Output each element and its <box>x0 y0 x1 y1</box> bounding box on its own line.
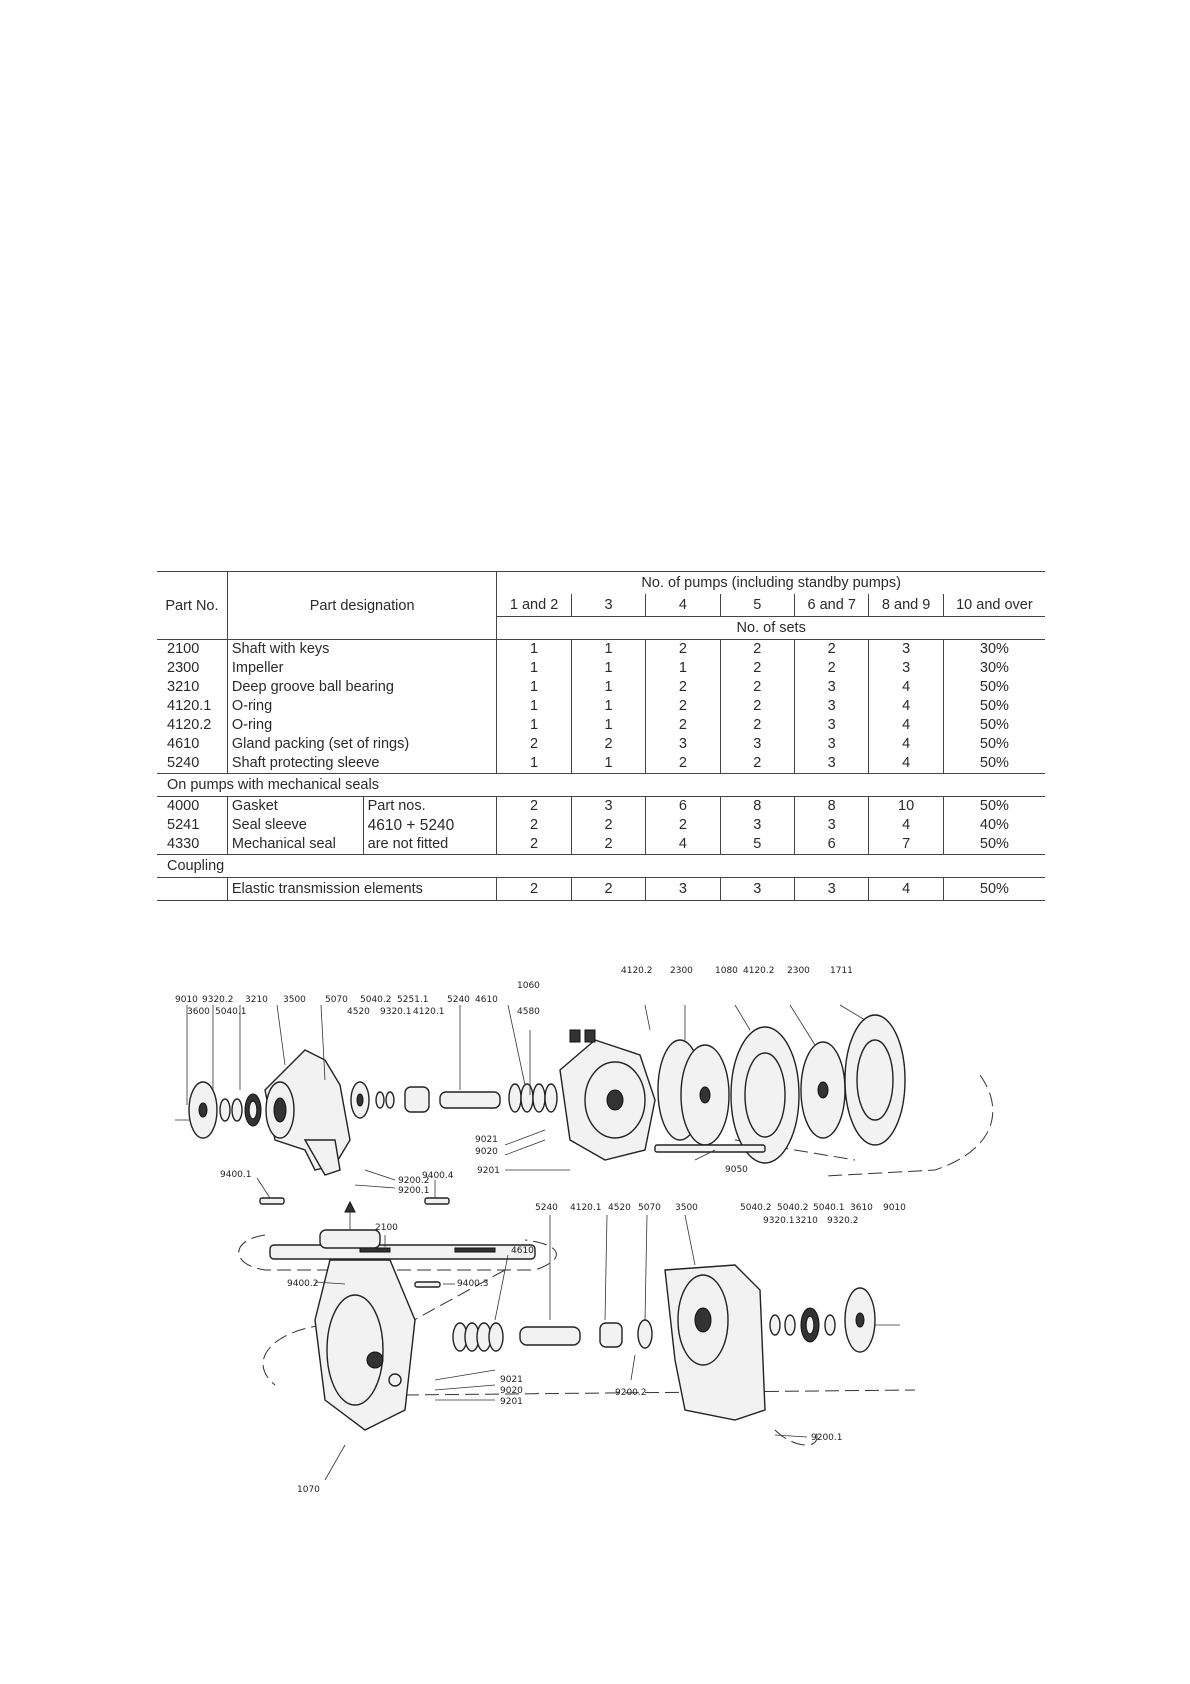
shaft-2100 <box>270 1245 535 1259</box>
part-label: 9020 <box>475 1147 498 1157</box>
part-label: 5070 <box>638 1203 661 1213</box>
pump-col-header: 8 and 9 <box>869 594 943 617</box>
part-label: 3610 <box>850 1203 873 1213</box>
qty-cell: 2 <box>720 716 794 735</box>
table-row <box>157 835 1045 855</box>
assembly-dash-line <box>405 1390 915 1395</box>
part-no-cell: 4000 <box>167 798 200 814</box>
qty-cell: 40% <box>943 816 1045 835</box>
qty-cell: 4 <box>869 754 943 774</box>
part-no-cell: 2300 <box>167 660 200 676</box>
part-label: 9201 <box>477 1166 500 1176</box>
qty-cell: 1 <box>497 678 571 697</box>
part-label: 4120.2 <box>621 966 653 976</box>
part-label: 9400.2 <box>287 1279 319 1289</box>
mechanical-note: are not fitted <box>363 835 497 855</box>
part-label: 4120.2 <box>743 966 775 976</box>
part-label: 9200.1 <box>398 1186 430 1196</box>
qty-cell: 2 <box>497 835 571 855</box>
qty-cell: 2 <box>497 797 571 817</box>
qty-cell: 6 <box>646 797 720 817</box>
qty-cell: 3 <box>795 716 869 735</box>
qty-cell: 10 <box>869 797 943 817</box>
qty-cell: 1 <box>497 716 571 735</box>
part-label: 4520 <box>347 1007 370 1017</box>
qty-cell: 7 <box>869 835 943 855</box>
qty-cell: 2 <box>646 816 720 835</box>
qty-cell: 3 <box>869 640 943 660</box>
qty-cell: 3 <box>795 678 869 697</box>
qty-cell: 4 <box>869 716 943 735</box>
part-label: 9320.1 <box>763 1216 795 1226</box>
part-label: 3600 <box>187 1007 210 1017</box>
part-label: 3500 <box>675 1203 698 1213</box>
part-label: 4610 <box>475 995 498 1005</box>
spare-parts-table <box>157 571 1045 901</box>
qty-cell: 3 <box>646 878 720 901</box>
pump-casing-upper <box>560 1030 655 1160</box>
mechanical-note: 4610 + 5240 <box>363 816 497 835</box>
part-label: 9021 <box>500 1375 523 1385</box>
header-no-of-sets: No. of sets <box>497 617 1045 640</box>
part-label: 3500 <box>283 995 306 1005</box>
designation-cell: O-ring <box>227 697 497 716</box>
qty-cell: 1 <box>571 716 645 735</box>
qty-cell: 3 <box>869 659 943 678</box>
qty-cell: 3 <box>795 697 869 716</box>
part-label: 3210 <box>245 995 268 1005</box>
part-label: 4610 <box>511 1246 534 1256</box>
part-label: 9200.2 <box>615 1388 647 1398</box>
qty-cell: 2 <box>646 697 720 716</box>
qty-cell: 2 <box>795 640 869 660</box>
part-label: 2100 <box>375 1223 398 1233</box>
qty-cell: 2 <box>720 754 794 774</box>
part-no-cell: 5241 <box>167 817 200 833</box>
pump-col-header: 4 <box>646 594 720 617</box>
designation-cell: Seal sleeve <box>227 816 363 835</box>
part-no-cell: 2100 <box>167 641 200 657</box>
bearing-cover-lower <box>770 1288 900 1352</box>
stud-9050 <box>655 1145 765 1152</box>
part-label: 9320.1 <box>380 1007 412 1017</box>
header-part-no: Part No. <box>157 572 227 640</box>
qty-cell: 2 <box>497 878 571 901</box>
part-label: 9050 <box>725 1165 748 1175</box>
table-row <box>157 816 1045 835</box>
qty-cell: 2 <box>720 640 794 660</box>
part-no-cell: 4120.2 <box>167 717 212 733</box>
assembly-dash-line <box>263 1325 325 1385</box>
designation-cell: Mechanical seal <box>227 835 363 855</box>
pump-col-header: 1 and 2 <box>497 594 571 617</box>
header-part-designation: Part designation <box>227 572 497 640</box>
designation-cell: Gland packing (set of rings) <box>227 735 497 754</box>
qty-cell: 50% <box>943 878 1045 901</box>
part-label: 1711 <box>830 966 853 976</box>
qty-cell: 30% <box>943 640 1045 660</box>
part-label: 5040.1 <box>215 1007 247 1017</box>
part-label: 9200.1 <box>811 1433 843 1443</box>
qty-cell: 50% <box>943 697 1045 716</box>
qty-cell: 3 <box>646 735 720 754</box>
part-label: 1060 <box>517 981 540 991</box>
designation-cell: Impeller <box>227 659 497 678</box>
qty-cell: 3 <box>720 735 794 754</box>
qty-cell: 1 <box>571 754 645 774</box>
coupling-section-title: Coupling <box>157 855 1045 878</box>
exploded-pump-diagram <box>175 966 985 1530</box>
qty-cell: 8 <box>795 797 869 817</box>
qty-cell: 1 <box>571 640 645 660</box>
part-label: 5070 <box>325 995 348 1005</box>
part-label: 9020 <box>500 1386 523 1396</box>
diagram-labels <box>175 966 906 1495</box>
designation-cell: Shaft protecting sleeve <box>227 754 497 774</box>
qty-cell: 3 <box>795 735 869 754</box>
part-no-cell: 3210 <box>167 679 200 695</box>
qty-cell: 1 <box>571 678 645 697</box>
qty-cell: 6 <box>795 835 869 855</box>
table-row <box>157 678 1045 697</box>
table-row <box>157 697 1045 716</box>
part-label: 5251.1 <box>397 995 429 1005</box>
table-row <box>157 716 1045 735</box>
qty-cell: 50% <box>943 678 1045 697</box>
qty-cell: 2 <box>497 816 571 835</box>
mechanical-note: Part nos. <box>363 797 497 817</box>
qty-cell: 2 <box>720 697 794 716</box>
qty-cell: 1 <box>571 659 645 678</box>
qty-cell: 50% <box>943 735 1045 754</box>
part-no-cell <box>157 878 227 901</box>
qty-cell: 30% <box>943 659 1045 678</box>
part-label: 4120.1 <box>570 1203 602 1213</box>
part-label: 5040.2 <box>360 995 392 1005</box>
qty-cell: 2 <box>720 659 794 678</box>
qty-cell: 1 <box>646 659 720 678</box>
shaft-seal-parts-upper <box>351 1082 557 1118</box>
part-label: 3210 <box>795 1216 818 1226</box>
part-no-cell: 4120.1 <box>167 698 212 714</box>
qty-cell: 4 <box>869 816 943 835</box>
qty-cell: 1 <box>497 640 571 660</box>
qty-cell: 50% <box>943 716 1045 735</box>
designation-cell: Gasket <box>227 797 363 817</box>
qty-cell: 3 <box>571 797 645 817</box>
qty-cell: 4 <box>869 697 943 716</box>
part-label: 9400.4 <box>422 1171 454 1181</box>
qty-cell: 2 <box>720 678 794 697</box>
part-label: 4580 <box>517 1007 540 1017</box>
table-row <box>157 797 1045 817</box>
part-label: 9320.2 <box>827 1216 859 1226</box>
part-no-cell: 4610 <box>167 736 200 752</box>
part-label: 9400.1 <box>220 1170 252 1180</box>
part-label: 5240 <box>447 995 470 1005</box>
table-row <box>157 640 1045 660</box>
qty-cell: 8 <box>720 797 794 817</box>
qty-cell: 4 <box>869 878 943 901</box>
part-label: 5040.2 <box>777 1203 809 1213</box>
qty-cell: 3 <box>795 878 869 901</box>
qty-cell: 2 <box>646 754 720 774</box>
qty-cell: 3 <box>795 816 869 835</box>
assembly-dash-line <box>405 1270 505 1325</box>
qty-cell: 2 <box>571 878 645 901</box>
qty-cell: 3 <box>795 754 869 774</box>
mechanical-seals-section-title: On pumps with mechanical seals <box>157 774 1045 797</box>
qty-cell: 3 <box>720 816 794 835</box>
qty-cell: 2 <box>646 716 720 735</box>
qty-cell: 1 <box>497 659 571 678</box>
qty-cell: 2 <box>571 735 645 754</box>
part-label: 1070 <box>297 1485 320 1495</box>
part-label: 4520 <box>608 1203 631 1213</box>
qty-cell: 4 <box>646 835 720 855</box>
part-label: 9200.2 <box>398 1176 430 1186</box>
qty-cell: 1 <box>497 697 571 716</box>
designation-cell: Elastic transmission elements <box>227 878 497 901</box>
designation-cell: Deep groove ball bearing <box>227 678 497 697</box>
table-row <box>157 878 1045 901</box>
part-label: 9021 <box>475 1135 498 1145</box>
part-no-cell: 5240 <box>157 754 227 774</box>
pump-col-header: 10 and over <box>943 594 1045 617</box>
designation-cell: Shaft with keys <box>227 640 497 660</box>
part-label: 2300 <box>670 966 693 976</box>
pump-casing-lower <box>315 1202 415 1430</box>
qty-cell: 2 <box>571 816 645 835</box>
header-no-of-pumps: No. of pumps (including standby pumps) <box>497 572 1045 595</box>
qty-cell: 2 <box>795 659 869 678</box>
qty-cell: 3 <box>720 878 794 901</box>
pump-col-header: 3 <box>571 594 645 617</box>
qty-cell: 4 <box>869 735 943 754</box>
table-row <box>157 659 1045 678</box>
bearing-bracket-lower <box>665 1265 765 1420</box>
qty-cell: 50% <box>943 754 1045 774</box>
part-label: 9201 <box>500 1397 523 1407</box>
qty-cell: 1 <box>571 697 645 716</box>
qty-cell: 5 <box>720 835 794 855</box>
part-label: 2300 <box>787 966 810 976</box>
part-no-cell: 4330 <box>157 835 227 855</box>
table-row <box>157 754 1045 774</box>
impeller-and-cover-upper <box>658 1015 905 1163</box>
part-label: 1080 <box>715 966 738 976</box>
part-label: 9320.2 <box>202 995 234 1005</box>
qty-cell: 1 <box>497 754 571 774</box>
qty-cell: 50% <box>943 835 1045 855</box>
part-label: 5040.2 <box>740 1203 772 1213</box>
qty-cell: 4 <box>869 678 943 697</box>
table-row <box>157 735 1045 754</box>
qty-cell: 2 <box>497 735 571 754</box>
bearing-bracket-upper <box>265 1050 350 1175</box>
designation-cell: O-ring <box>227 716 497 735</box>
shaft-seal-parts-lower <box>453 1320 652 1351</box>
part-label: 4120.1 <box>413 1007 445 1017</box>
part-label: 9010 <box>883 1203 906 1213</box>
qty-cell: 50% <box>943 797 1045 817</box>
qty-cell: 2 <box>571 835 645 855</box>
pump-col-header: 5 <box>720 594 794 617</box>
part-label: 5240 <box>535 1203 558 1213</box>
pump-col-header: 6 and 7 <box>795 594 869 617</box>
part-label: 9010 <box>175 995 198 1005</box>
bearing-cover-upper <box>175 1082 261 1138</box>
part-label: 5040.1 <box>813 1203 845 1213</box>
qty-cell: 2 <box>646 678 720 697</box>
part-label: 9400.3 <box>457 1279 489 1289</box>
qty-cell: 2 <box>646 640 720 660</box>
